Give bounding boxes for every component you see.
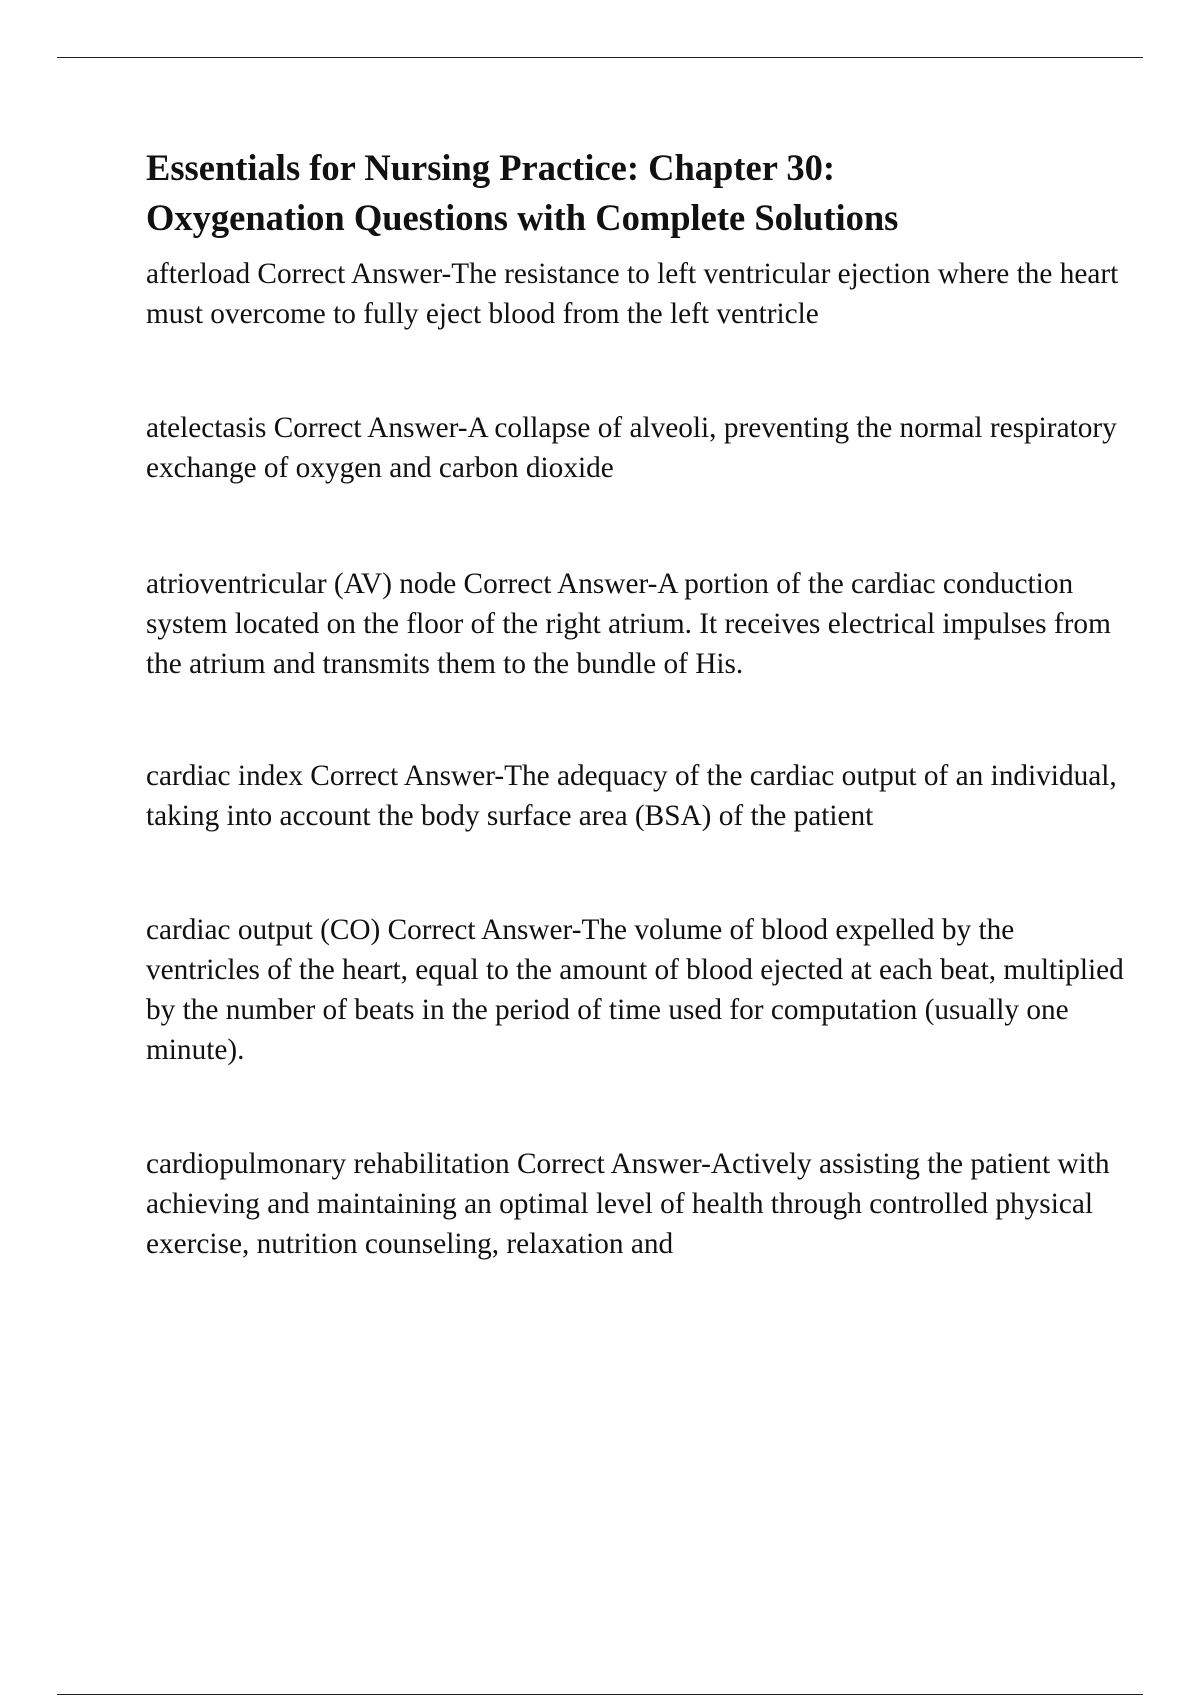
- title-line-2: Oxygenation Questions with Complete Solutions: [146, 197, 899, 238]
- bottom-divider: [57, 1694, 1143, 1695]
- title-line-1: Essentials for Nursing Practice: Chapter 30:: [146, 147, 836, 188]
- flashcard-entry-av-node: atrioventricular (AV) node Correct Answer-A portion of the cardiac conduction system located on the floor of the right atrium. It receives electrical impulses from the atrium and transmits them to the bundle of His.: [146, 568, 1111, 680]
- document-body: [146, 143, 1126, 1338]
- top-divider: [57, 57, 1143, 58]
- document-title: [146, 143, 1126, 243]
- flashcard-list: [146, 254, 1126, 1264]
- flashcard-entry-afterload: afterload Correct Answer-The resistance to left ventricular ejection where the heart must overcome to fully eject blood from the left ventricle: [146, 258, 1119, 330]
- flashcard-entry-atelectasis: atelectasis Correct Answer-A collapse of alveoli, preventing the normal respiratory exchange of oxygen and carbon dioxide: [146, 412, 1117, 484]
- flashcard-entry-cardiac-index: cardiac index Correct Answer-The adequacy of the cardiac output of an individual, taking into account the body surface area (BSA) of the patient: [146, 760, 1117, 832]
- flashcard-entry-cardiac-output: cardiac output (CO) Correct Answer-The volume of blood expelled by the ventricles of the heart, equal to the amount of blood ejected at each beat, multiplied by the number of beats in the period of time used for computation (usually one minute).: [146, 914, 1124, 1066]
- flashcard-entry-cardiopulmonary-rehabilitation: cardiopulmonary rehabilitation Correct Answer-Actively assisting the patient with achieving and maintaining an optimal level of health through controlled physical exercise, nutrition counseling, relaxation and: [146, 1148, 1110, 1260]
